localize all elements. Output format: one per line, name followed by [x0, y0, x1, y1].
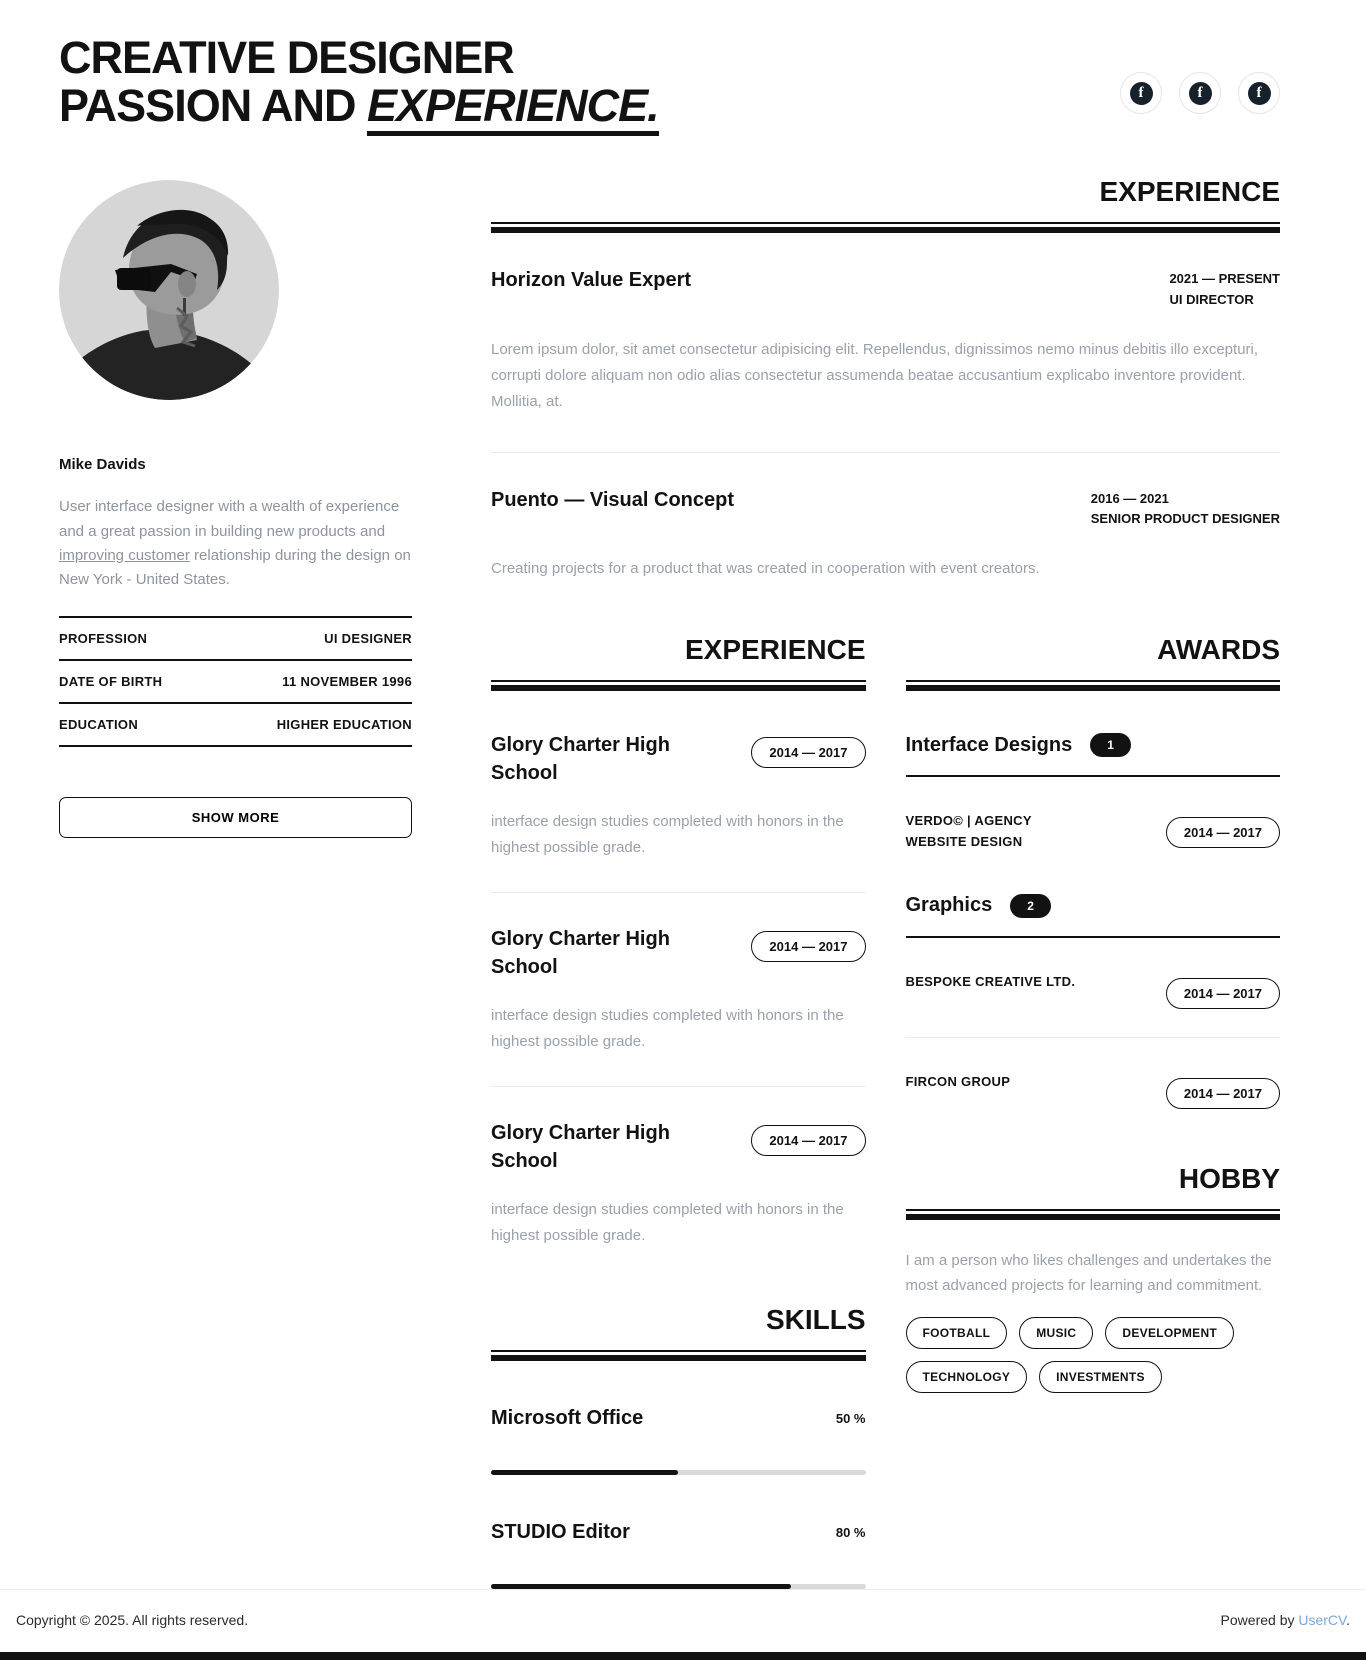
detail-row-education [59, 702, 412, 747]
experience-entry [491, 269, 1280, 311]
social-links [1120, 72, 1280, 114]
divider [906, 1037, 1281, 1038]
facebook-icon: f [1189, 82, 1212, 105]
experience-role: SENIOR PRODUCT DESIGNER [1090, 511, 1280, 527]
page-title-emphasis: EXPERIENCE. [367, 82, 659, 136]
experience-company: Puento — Visual Concept [491, 488, 734, 511]
detail-value: HIGHER EDUCATION [276, 717, 412, 733]
award-item [906, 972, 1281, 1009]
detail-value: UI DESIGNER [324, 631, 412, 647]
education-entry [491, 892, 866, 1054]
section-rule [491, 1350, 866, 1361]
hobby-tags [906, 1317, 1281, 1393]
detail-label: DATE OF BIRTH [59, 674, 163, 690]
award-group-title: Interface Designs [905, 733, 1073, 756]
detail-label: PROFESSION [59, 631, 148, 647]
award-count-badge: 2 [1010, 894, 1051, 918]
detail-row-profession [59, 616, 412, 659]
experience-period: 2016 — 2021 [1090, 490, 1169, 506]
award-group-title: Graphics [905, 894, 993, 917]
experience-role: UI DIRECTOR [1169, 292, 1254, 308]
hobby-tag-investments[interactable]: INVESTMENTS [1039, 1361, 1162, 1393]
award-group [906, 894, 1281, 1109]
hobby-description: I am a person who likes challenges and undertakes the most advanced projects for learning and commitment. [905, 1251, 1272, 1295]
hobby-section-heading: HOBBY [1178, 1162, 1280, 1194]
education-period-pill: 2014 — 2017 [751, 931, 865, 962]
profile-details [59, 616, 412, 747]
hobby-tag-music[interactable]: MUSIC [1019, 1317, 1093, 1349]
hobby-tag-technology[interactable]: TECHNOLOGY [906, 1361, 1028, 1393]
experience-entry [491, 489, 1280, 531]
sidebar [59, 176, 412, 1589]
page-title-line2-prefix: PASSION AND [59, 80, 368, 132]
skill-row [491, 1407, 866, 1430]
award-period-pill: 2014 — 2017 [1166, 817, 1280, 848]
main-content [491, 176, 1280, 1589]
experience-company: Horizon Value Expert [491, 269, 692, 292]
powered-by-prefix: Powered by [1220, 1612, 1299, 1629]
experience-section-heading: EXPERIENCE [1099, 176, 1280, 208]
experience-description: Creating projects for a product that was created in cooperation with event creators. [491, 560, 1040, 578]
facebook-link-1[interactable] [1120, 72, 1162, 114]
header [0, 0, 1366, 136]
award-count-badge: 1 [1090, 733, 1131, 757]
education-description: interface design studies completed with honors in the highest possible grade. [491, 1201, 844, 1244]
profile-name: Mike Davids [59, 456, 146, 474]
skill-name: Microsoft Office [491, 1407, 644, 1430]
show-more-button[interactable]: SHOW MORE [59, 797, 412, 838]
facebook-icon: f [1248, 82, 1271, 105]
skills-section-heading: SKILLS [765, 1304, 866, 1336]
experience-description: Lorem ipsum dolor, sit amet consectetur adipisicing elit. Repellendus, dignissimos nemo minus debitis illo excepturi, corrupti dolore aliquam non odio alias consectetur assumenda beatae accusantium explicabo inventore provident. Mollitia, at. [491, 340, 1259, 411]
education-column [491, 634, 866, 1589]
award-period-pill: 2014 — 2017 [1166, 1078, 1280, 1109]
skill-name: STUDIO Editor [491, 1521, 630, 1544]
education-description: interface design studies completed with honors in the highest possible grade. [491, 813, 844, 856]
hobby-tag-development[interactable]: DEVELOPMENT [1105, 1317, 1234, 1349]
skill-percent: 80 % [835, 1525, 866, 1541]
section-rule [491, 680, 866, 691]
facebook-link-3[interactable] [1238, 72, 1280, 114]
award-name: BESPOKE CREATIVE LTD. [905, 973, 1076, 989]
page-title-line1: CREATIVE DESIGNER [59, 32, 514, 83]
award-item [906, 1072, 1281, 1109]
skill-bar-fill [491, 1470, 678, 1475]
powered-by [1221, 1612, 1350, 1628]
education-period-pill: 2014 — 2017 [751, 737, 865, 768]
education-school: Glory Charter High School [491, 1122, 670, 1173]
bio-text-before: User interface designer with a wealth of experience and a great passion in building new products and [59, 498, 400, 540]
section-rule [906, 680, 1281, 691]
section-rule [906, 1209, 1281, 1220]
facebook-link-2[interactable] [1179, 72, 1221, 114]
detail-label: EDUCATION [59, 717, 139, 733]
two-column-section [491, 634, 1280, 1589]
copyright-text: Copyright © 2025. All rights reserved. [16, 1612, 249, 1629]
avatar [59, 180, 279, 400]
education-school: Glory Charter High School [491, 928, 670, 979]
profile-photo [59, 180, 279, 400]
awards-column [906, 634, 1281, 1589]
usercv-link[interactable]: UserCV [1298, 1612, 1347, 1629]
divider [491, 452, 1280, 453]
detail-value: 11 NOVEMBER 1996 [282, 674, 412, 690]
bio-link[interactable]: improving customer [59, 546, 190, 564]
bottom-bar [0, 1652, 1366, 1660]
experience-meta [1091, 489, 1280, 531]
footer [0, 1589, 1366, 1652]
education-entry [491, 731, 866, 860]
skill-row [491, 1521, 866, 1544]
powered-by-suffix: . [1346, 1612, 1350, 1629]
award-period-pill: 2014 — 2017 [1166, 978, 1280, 1009]
education-description: interface design studies completed with honors in the highest possible grade. [491, 1007, 844, 1050]
bio-text-after: relationship during the design on New York - United States. [59, 546, 411, 589]
detail-row-dob [59, 659, 412, 702]
award-item [906, 811, 1281, 851]
hobby-section [906, 1163, 1281, 1393]
education-entry [491, 1086, 866, 1248]
section-rule [491, 222, 1280, 233]
awards-section-heading: AWARDS [1157, 634, 1280, 666]
content-grid [0, 136, 1366, 1589]
hobby-tag-football[interactable]: FOOTBALL [906, 1317, 1008, 1349]
experience-meta [1169, 269, 1280, 311]
page-title [59, 34, 659, 136]
skill-bar [491, 1470, 866, 1475]
experience-period: 2021 — PRESENT [1169, 271, 1280, 287]
facebook-icon: f [1130, 82, 1153, 105]
profile-bio [59, 495, 412, 592]
education-section-heading: EXPERIENCE [685, 634, 866, 666]
award-name: VERDO© | AGENCY WEBSITE DESIGN [905, 813, 1032, 849]
skill-percent: 50 % [835, 1411, 866, 1427]
award-group [906, 733, 1281, 851]
award-name: FIRCON GROUP [905, 1073, 1011, 1089]
education-period-pill: 2014 — 2017 [751, 1125, 865, 1156]
skills-section [491, 1304, 866, 1589]
education-school: Glory Charter High School [491, 734, 670, 785]
